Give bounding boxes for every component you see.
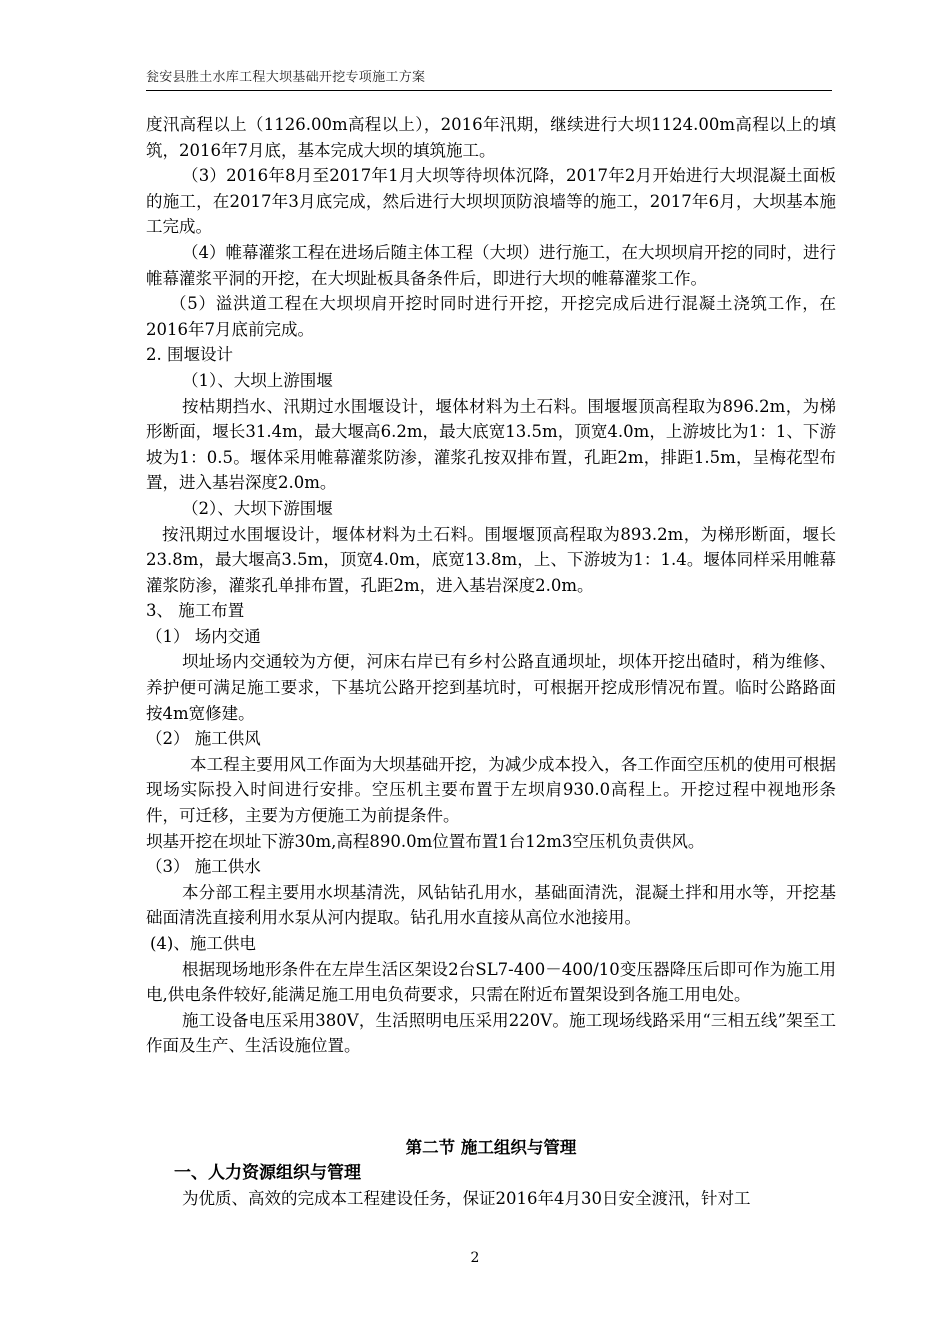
section-title: 第二节 施工组织与管理	[405, 1137, 577, 1157]
paragraph-3: （4）帷幕灌浆工程在进场后随主体工程（大坝）进行施工，在大坝坝肩开挖的同时，进行帷幕灌浆平洞的开挖，在大坝趾板具备条件后，即进行大坝的帷幕灌浆工作。	[146, 242, 836, 288]
subsection-heading: 一、人力资源组织与管理	[174, 1162, 361, 1183]
heading-air-supply: （2） 施工供风	[146, 729, 261, 749]
section-spacer	[146, 1059, 836, 1135]
paragraph-1: 度汛高程以上（1126.00m高程以上），2016年汛期，继续进行大坝1124.00m高程以上的填筑，2016年7月底，基本完成大坝的填筑施工。	[146, 115, 836, 160]
heading-downstream-cofferdam: （2）、大坝下游围堰	[182, 498, 333, 518]
heading-power-supply: (4)、施工供电	[150, 934, 256, 953]
heading-cofferdam-design: 2. 围堰设计	[146, 345, 233, 365]
paragraph-air-supply: 本工程主要用风工作面为大坝基础开挖，为减少成本投入，各工作面空压机的使用可根据现场实际投入时间进行安排。空压机主要布置于左坝肩930.0高程上。开挖过程中视地形条件，可迁移，主要为方便施工为前提条件。	[146, 754, 836, 826]
paragraph-air-compressor: 坝基开挖在坝址下游30m,高程890.0m位置布置1台12m3空压机负责供风。	[146, 831, 705, 851]
paragraph-2: （3）2016年8月至2017年1月大坝等待坝体沉降，2017年2月开始进行大坝混凝土面板的施工，在2017年3月底完成，然后进行大坝坝顶防浪墙等的施工，2017年6月，大坝基本施工完成。	[146, 166, 836, 237]
heading-construction-layout: 3、 施工布置	[146, 601, 245, 621]
heading-site-traffic: （1） 场内交通	[146, 626, 261, 646]
paragraph-hr-intro: 为优质、高效的完成本工程建设任务，保证2016年4月30日安全渡汛，针对工	[182, 1189, 751, 1209]
paragraph-water-supply: 本分部工程主要用水坝基清洗，风钻钻孔用水，基础面清洗，混凝土拌和用水等，开挖基础面清洗直接利用水泵从河内提取。钻孔用水直接从高位水池接用。	[146, 882, 836, 928]
heading-upstream-cofferdam: （1）、大坝上游围堰	[182, 370, 333, 390]
paragraph-power-supply: 根据现场地形条件在左岸生活区架设2台SL7-400－400/10变压器降压后即可作为施工用电,供电条件较好,能满足施工用电负荷要求，只需在附近布置架设到各施工用电处。	[146, 959, 836, 1005]
paragraph-site-traffic: 坝址场内交通较为方便，河床右岸已有乡村公路直通坝址，坝体开挖出碴时，稍为维修、养护便可满足施工要求，下基坑公路开挖到基坑时，可根据开挖成形情况布置。临时公路路面按4m宽修建。	[146, 652, 836, 723]
document-body	[146, 112, 836, 1212]
paragraph-voltage: 施工设备电压采用380V，生活照明电压采用220V。施工现场线路采用“三相五线”架至工作面及生产、生活设施位置。	[146, 1010, 836, 1056]
page-number: 2	[470, 1250, 480, 1266]
heading-water-supply: （3） 施工供水	[146, 857, 261, 877]
running-header: 瓮安县胜土水库工程大坝基础开挖专项施工方案	[146, 70, 426, 85]
paragraph-downstream-cofferdam: 按汛期过水围堰设计，堰体材料为土石料。围堰堰顶高程取为893.2m，为梯形断面，堰长23.8m，最大堰高3.5m，顶宽4.0m，底宽13.8m，上、下游坡为1：1.4。堰体同样采用帷幕灌浆防渗，灌浆孔单排布置，孔距2m，进入基岩深度2.0m。	[146, 524, 836, 595]
header-divider	[146, 90, 832, 91]
paragraph-4: （5）溢洪道工程在大坝坝肩开挖时同时进行开挖，开挖完成后进行混凝土浇筑工作，在2016年7月底前完成。	[146, 294, 836, 339]
paragraph-upstream-cofferdam: 按枯期挡水、汛期过水围堰设计，堰体材料为土石料。围堰堰顶高程取为896.2m，为梯形断面，堰长31.4m，最大堰高6.2m，最大底宽13.5m，顶宽4.0m，上游坡比为1：1、下游坡为1：0.5。堰体采用帷幕灌浆防渗，灌浆孔按双排布置，孔距2m，排距1.5m，呈梅花型布置，进入基岩深度2.0m。	[146, 396, 836, 493]
